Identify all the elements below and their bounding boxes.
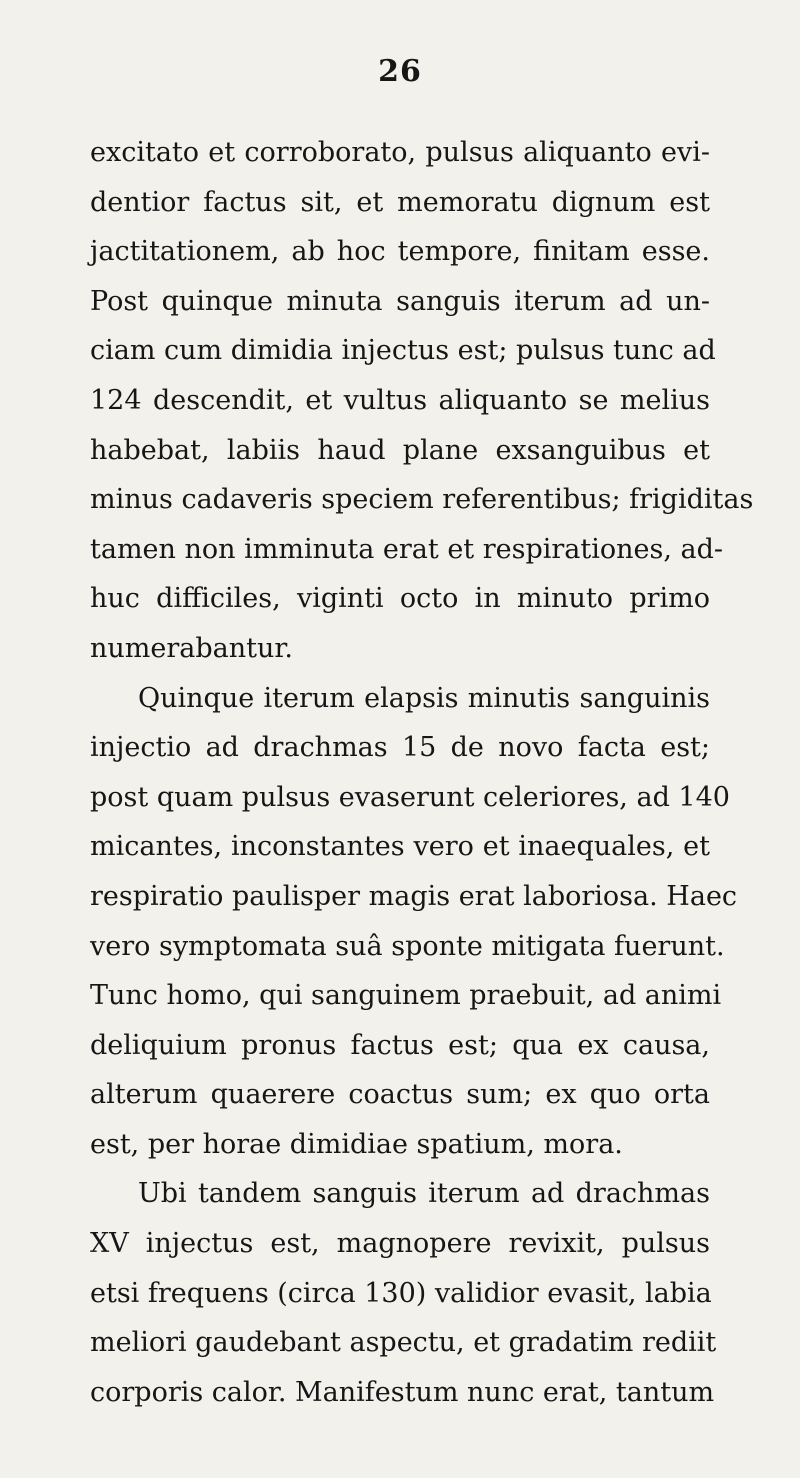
text-line: excitato et corroborato, pulsus aliquanto evi- [90, 137, 710, 168]
text-line: injectio ad drachmas 15 de novo facta est; [90, 732, 710, 764]
text-line: vero symptomata suâ sponte mitigata fuerunt. [90, 930, 725, 962]
text-line: habebat, labiis haud plane exsanguibus et [90, 434, 710, 466]
text-line: etsi frequens (circa 130) validior evasit, labia [90, 1277, 712, 1309]
text-line: huc difficiles, viginti octo in minuto primo [90, 583, 710, 615]
text-line: Tunc homo, qui sanguinem praebuit, ad animi [90, 980, 722, 1012]
text-line: micantes, inconstantes vero et inaequales, et [90, 831, 710, 863]
body-text [90, 128, 754, 1417]
text-line: dentior factus sit, et memoratu dignum est [90, 186, 710, 218]
text-line: meliori gaudebant aspectu, et gradatim rediit [90, 1327, 717, 1359]
text-line: Post quinque minuta sanguis iterum ad un- [90, 285, 710, 317]
text-line: alterum quaerere coactus sum; ex quo orta [90, 1079, 710, 1111]
text-line: respiratio paulisper magis erat laboriosa. Haec [90, 880, 738, 912]
text-line: tamen non imminuta erat et respirationes, ad- [90, 533, 724, 565]
text-line: numerabantur. [90, 632, 293, 664]
text-line: jactitationem, ab hoc tempore, finitam esse. [90, 236, 710, 268]
text-line: est, per horae dimidiae spatium, mora. [90, 1128, 623, 1160]
text-line: post quam pulsus evaserunt celeriores, ad 140 [90, 781, 730, 813]
text-line: Quinque iterum elapsis minutis sanguinis [138, 682, 710, 714]
text-line: minus cadaveris speciem referentibus; frigiditas [90, 484, 754, 516]
page-number: 26 [378, 54, 422, 89]
text-line: 124 descendit, et vultus aliquanto se melius [90, 384, 710, 416]
text-line: deliquium pronus factus est; qua ex causa, [90, 1029, 710, 1061]
text-line: corporis calor. Manifestum nunc erat, tantum [90, 1376, 715, 1408]
text-line: XV injectus est, magnopere revixit, pulsus [90, 1228, 710, 1260]
text-line: Ubi tandem sanguis iterum ad drachmas [138, 1178, 710, 1210]
text-line: ciam cum dimidia injectus est; pulsus tunc ad [90, 335, 716, 367]
